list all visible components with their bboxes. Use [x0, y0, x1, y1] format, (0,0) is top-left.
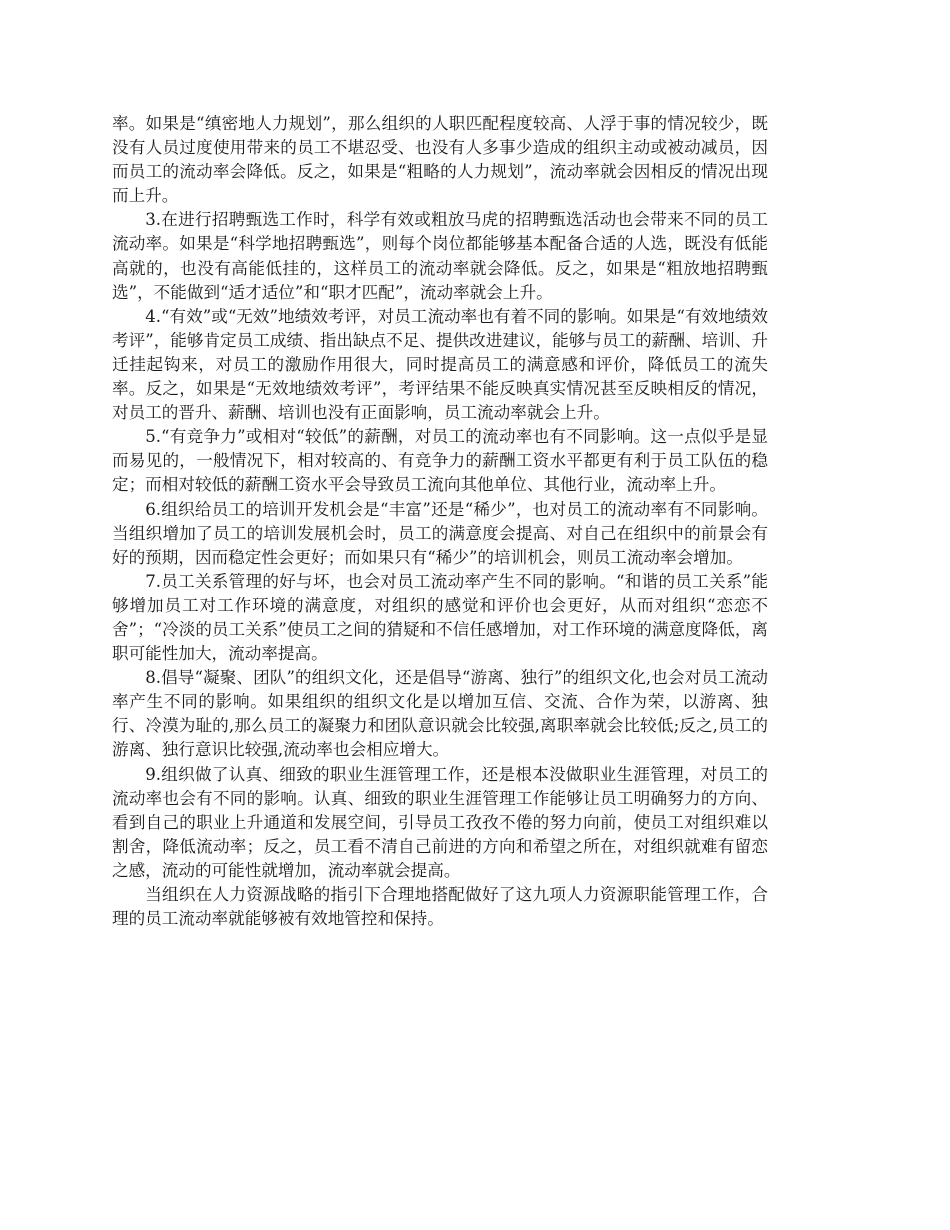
- paragraph-recruitment: 3.在进行招聘甄选工作时，科学有效或粗放马虎的招聘甄选活动也会带来不同的员工流动率。如果是“科学地招聘甄选”，则每个岗位都能够基本配备合适的人选，既没有低能高就的，也没有高能低挂的，这样员工的流动率就会降低。反之，如果是“粗放地招聘甄选”，不能做到“适才适位”和“职才匹配”，流动率就会上升。: [112, 210, 768, 302]
- paragraph-hr-planning-tail: 率。如果是“缜密地人力规划”，那么组织的人职匹配程度较高、人浮于事的情况较少，既没有人员过度使用带来的员工不堪忍受、也没有人多事少造成的组织主动或被动减员，因而员工的流动率会降低。反之，如果是“粗略的人力规划”，流动率就会因相反的情况出现而上升。: [112, 114, 768, 206]
- paragraph-training: 6.组织给员工的培训开发机会是“丰富”还是“稀少”，也对员工的流动率有不同影响。当组织增加了员工的培训发展机会时，员工的满意度会提高、对自己在组织中的前景会有好的预期，因而稳定性会更好；而如果只有“稀少”的培训机会，则员工流动率会增加。: [112, 499, 768, 567]
- paragraph-compensation: 5.“有竞争力”或相对“较低”的薪酬，对员工的流动率也有不同影响。这一点似乎是显而易见的，一般情况下，相对较高的、有竞争力的薪酬工资水平都更有利于员工队伍的稳定；而相对较低的薪酬工资水平会导致员工流向其他单位、其他行业，流动率上升。: [112, 427, 768, 495]
- paragraph-culture: 8.倡导“凝聚、团队”的组织文化，还是倡导“游离、独行”的组织文化,也会对员工流动率产生不同的影响。如果组织的组织文化是以增加互信、交流、合作为荣，以游离、独行、冷漠为耻的,那么员工的凝聚力和团队意识就会比较强,离职率就会比较低;反之,员工的游离、独行意识比较强,流动率也会相应增大。: [112, 668, 768, 760]
- paragraph-employee-relations: 7.员工关系管理的好与坏，也会对员工流动率产生不同的影响。“和谐的员工关系”能够增加员工对工作环境的满意度，对组织的感觉和评价也会更好，从而对组织“恋恋不舍”；“冷淡的员工关系”使员工之间的猜疑和不信任感增加，对工作环境的满意度降低，离职可能性加大，流动率提高。: [112, 571, 769, 664]
- paragraph-career: 9.组织做了认真、细致的职业生涯管理工作，还是根本没做职业生涯管理，对员工的流动率也会有不同的影响。认真、细致的职业生涯管理工作能够让员工明确努力的方向、看到自己的职业上升通道和发展空间，引导员工孜孜不倦的努力向前，使员工对组织难以割舍，降低流动率；反之，员工看不清自己前进的方向和希望之所在，对组织就难有留恋之感，流动的可能性就增加，流动率就会提高。: [112, 764, 768, 880]
- paragraph-performance: 4.“有效”或“无效”地绩效考评，对员工流动率也有着不同的影响。如果是“有效地绩效考评”，能够肯定员工成绩、指出缺点不足、提供改进建议，能够与员工的薪酬、培训、升迁挂起钩来，对员工的激励作用很大，同时提高员工的满意感和评价，降低员工的流失率。反之，如果是“无效地绩效考评”，考评结果不能反映真实情况甚至反映相反的情况，对员工的晋升、薪酬、培训也没有正面影响，员工流动率就会上升。: [112, 306, 768, 423]
- paragraph-conclusion: 当组织在人力资源战略的指引下合理地搭配做好了这九项人力资源职能管理工作，合理的员工流动率就能够被有效地管控和保持。: [112, 885, 768, 929]
- document-body: [112, 112, 768, 931]
